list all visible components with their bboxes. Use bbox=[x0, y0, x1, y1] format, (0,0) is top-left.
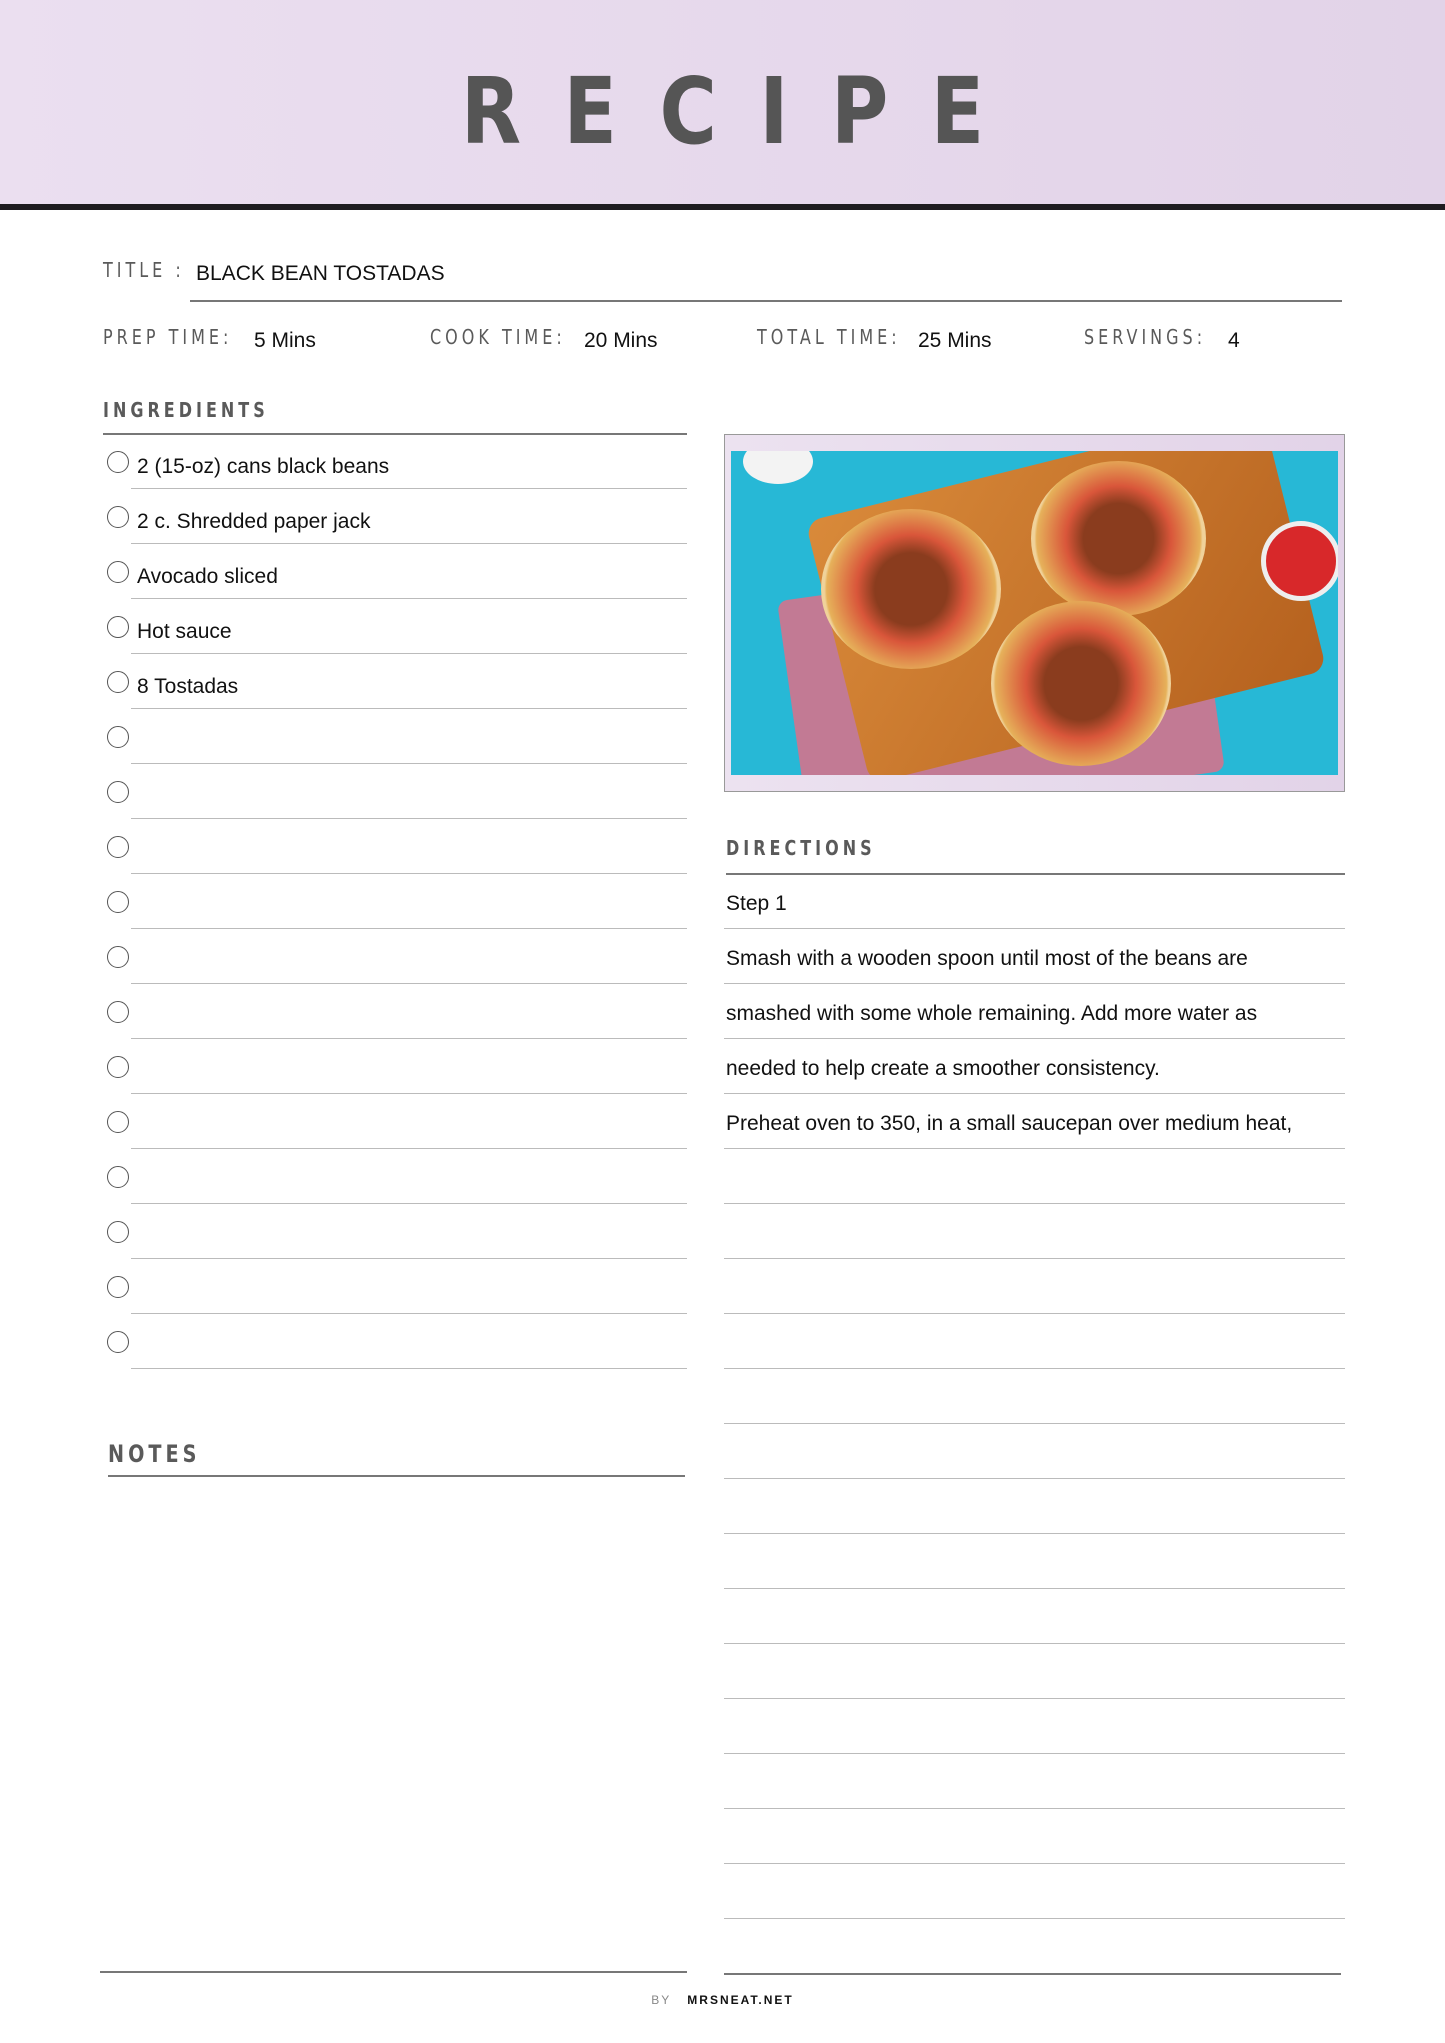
sour-cream-bowl bbox=[743, 451, 813, 484]
prep-value[interactable]: 5 Mins bbox=[254, 329, 316, 352]
notes-heading-wrap bbox=[108, 1440, 224, 1468]
checkbox-circle-icon[interactable] bbox=[107, 781, 129, 803]
cook-label: COOK TIME: bbox=[430, 325, 566, 349]
checkbox-circle-icon[interactable] bbox=[107, 506, 129, 528]
servings bbox=[1084, 325, 1237, 349]
ingredient-row bbox=[103, 929, 687, 984]
direction-row bbox=[724, 1424, 1345, 1479]
servings-value[interactable]: 4 bbox=[1228, 329, 1240, 352]
servings-label: SERVINGS: bbox=[1084, 325, 1207, 349]
ingredient-row bbox=[103, 1039, 687, 1094]
ingredient-row bbox=[103, 654, 687, 709]
notes-bottom-line bbox=[100, 1971, 687, 1973]
notes-heading: NOTES bbox=[108, 1440, 201, 1468]
direction-row bbox=[724, 1589, 1345, 1644]
cook-value[interactable]: 20 Mins bbox=[584, 329, 658, 352]
ingredient-row bbox=[103, 489, 687, 544]
row-line bbox=[131, 1368, 687, 1369]
direction-row bbox=[724, 1754, 1345, 1809]
ingredient-row bbox=[103, 874, 687, 929]
ingredient-row bbox=[103, 764, 687, 819]
direction-row bbox=[724, 1259, 1345, 1314]
ingredient-row bbox=[103, 1314, 687, 1369]
direction-text[interactable]: Preheat oven to 350, in a small saucepan over medium heat, bbox=[726, 1112, 1293, 1135]
footer bbox=[0, 1993, 1445, 2007]
total-label: TOTAL TIME: bbox=[757, 325, 901, 349]
ingredient-row bbox=[103, 544, 687, 599]
ingredient-row bbox=[103, 599, 687, 654]
footer-by: BY bbox=[651, 1993, 672, 2007]
title-label: TITLE : bbox=[103, 258, 185, 282]
salsa-bowl bbox=[1261, 521, 1338, 601]
ingredient-text[interactable]: Avocado sliced bbox=[137, 565, 278, 588]
title-row bbox=[103, 258, 205, 282]
direction-row bbox=[724, 929, 1345, 984]
directions-heading-wrap bbox=[726, 836, 913, 860]
direction-row bbox=[724, 1039, 1345, 1094]
direction-row bbox=[724, 1919, 1345, 1974]
row-line bbox=[724, 1973, 1341, 1975]
cook-time bbox=[430, 325, 600, 349]
ingredient-row bbox=[103, 1149, 687, 1204]
total-value[interactable]: 25 Mins bbox=[918, 329, 992, 352]
checkbox-circle-icon[interactable] bbox=[107, 451, 129, 473]
direction-row bbox=[724, 1149, 1345, 1204]
ingredient-row bbox=[103, 819, 687, 874]
tostada bbox=[1031, 461, 1206, 616]
checkbox-circle-icon[interactable] bbox=[107, 671, 129, 693]
direction-row bbox=[724, 1644, 1345, 1699]
notes-area[interactable] bbox=[108, 1485, 685, 1965]
ingredient-text[interactable]: 2 (15-oz) cans black beans bbox=[137, 455, 390, 478]
checkbox-circle-icon[interactable] bbox=[107, 1331, 129, 1353]
page-title: RECIPE bbox=[460, 58, 1027, 165]
checkbox-circle-icon[interactable] bbox=[107, 616, 129, 638]
ingredient-text[interactable]: Hot sauce bbox=[137, 620, 232, 643]
total-time bbox=[757, 325, 937, 349]
direction-text[interactable]: smashed with some whole remaining. Add more water as bbox=[726, 1002, 1258, 1025]
notes-divider bbox=[108, 1475, 685, 1477]
ingredient-row bbox=[103, 1094, 687, 1149]
direction-row bbox=[724, 1314, 1345, 1369]
checkbox-circle-icon[interactable] bbox=[107, 1221, 129, 1243]
direction-row bbox=[724, 1699, 1345, 1754]
ingredient-row bbox=[103, 1204, 687, 1259]
direction-row bbox=[724, 1479, 1345, 1534]
direction-text[interactable]: Step 1 bbox=[726, 892, 787, 915]
ingredients-heading-wrap bbox=[103, 398, 310, 422]
ingredient-row bbox=[103, 709, 687, 764]
direction-row bbox=[724, 1094, 1345, 1149]
direction-row bbox=[724, 1864, 1345, 1919]
checkbox-circle-icon[interactable] bbox=[107, 1166, 129, 1188]
direction-row bbox=[724, 1534, 1345, 1589]
header-divider bbox=[0, 204, 1445, 210]
ingredients-heading: INGREDIENTS bbox=[103, 398, 269, 422]
checkbox-circle-icon[interactable] bbox=[107, 946, 129, 968]
prep-time bbox=[103, 325, 265, 349]
footer-site: MRSNEAT.NET bbox=[687, 1993, 794, 2007]
checkbox-circle-icon[interactable] bbox=[107, 891, 129, 913]
recipe-photo bbox=[731, 451, 1338, 775]
ingredient-row bbox=[103, 984, 687, 1039]
directions-heading: DIRECTIONS bbox=[726, 836, 876, 860]
ingredient-text[interactable]: 8 Tostadas bbox=[137, 675, 239, 698]
direction-row bbox=[724, 1369, 1345, 1424]
ingredient-row bbox=[103, 1259, 687, 1314]
ingredient-row bbox=[103, 434, 687, 489]
recipe-title[interactable]: BLACK BEAN TOSTADAS bbox=[196, 262, 445, 285]
direction-text[interactable]: Smash with a wooden spoon until most of the beans are bbox=[726, 947, 1248, 970]
checkbox-circle-icon[interactable] bbox=[107, 1276, 129, 1298]
checkbox-circle-icon[interactable] bbox=[107, 1111, 129, 1133]
checkbox-circle-icon[interactable] bbox=[107, 836, 129, 858]
checkbox-circle-icon[interactable] bbox=[107, 561, 129, 583]
tostada bbox=[991, 601, 1171, 766]
direction-row bbox=[724, 1809, 1345, 1864]
checkbox-circle-icon[interactable] bbox=[107, 1056, 129, 1078]
ingredient-text[interactable]: 2 c. Shredded paper jack bbox=[137, 510, 371, 533]
direction-row bbox=[724, 984, 1345, 1039]
title-underline bbox=[190, 300, 1342, 302]
tostada bbox=[821, 509, 1001, 669]
checkbox-circle-icon[interactable] bbox=[107, 726, 129, 748]
checkbox-circle-icon[interactable] bbox=[107, 1001, 129, 1023]
prep-label: PREP TIME: bbox=[103, 325, 233, 349]
direction-row bbox=[724, 1204, 1345, 1259]
direction-row bbox=[724, 874, 1345, 929]
direction-text[interactable]: needed to help create a smoother consistency. bbox=[726, 1057, 1160, 1080]
